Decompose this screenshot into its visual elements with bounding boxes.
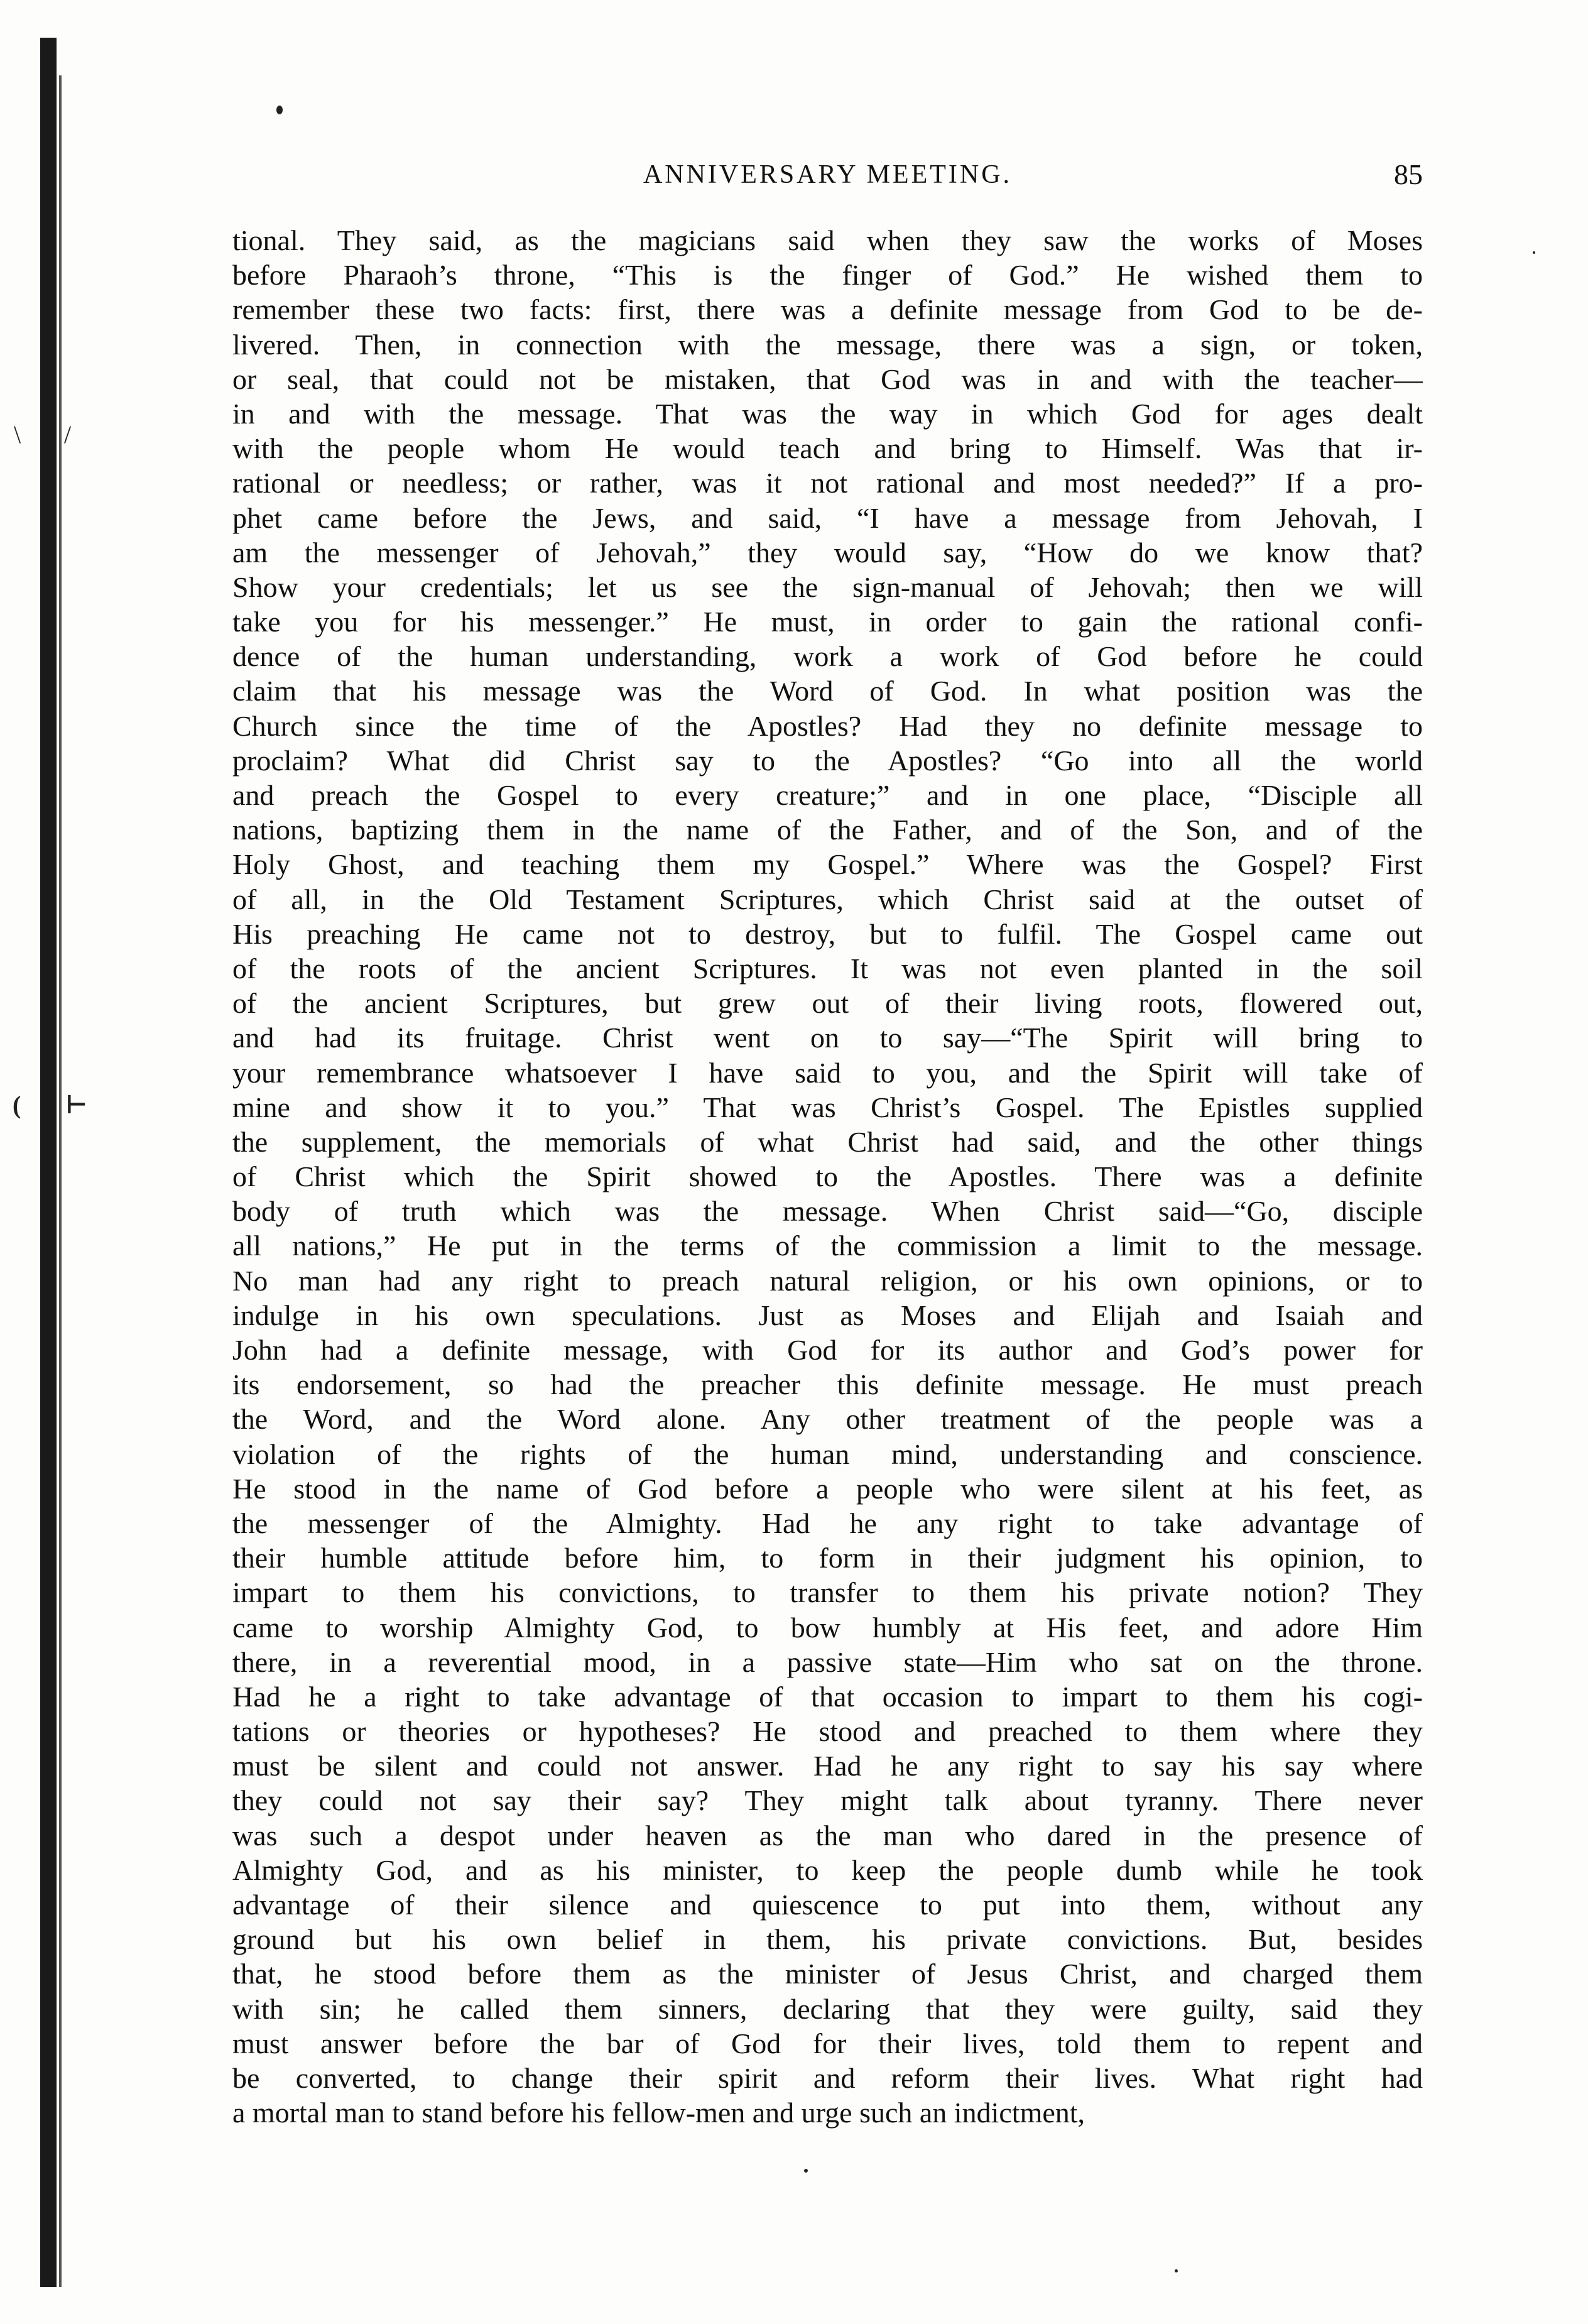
page-number: 85 <box>1394 158 1423 190</box>
text-line: in and with the message. That was the way in which God for ages dealt <box>232 397 1423 430</box>
text-line: with the people whom He would teach and bring to Himself. Was that ir- <box>232 432 1423 465</box>
scan-speck <box>1533 251 1535 254</box>
text-line: livered. Then, in connection with the message, there was a sign, or token, <box>232 328 1423 361</box>
margin-mark: ⊢ <box>65 1091 88 1119</box>
text-line: ground but his own belief in them, his private convictions. But, besides <box>232 1923 1423 1956</box>
text-line: Almighty God, and as his minister, to keep the people dumb while he took <box>232 1853 1423 1886</box>
text-line: remember these two facts: first, there was a definite message from God to be de- <box>232 293 1423 326</box>
text-line: impart to them his convictions, to transfer to them his private notion? They <box>232 1576 1423 1609</box>
text-line: its endorsement, so had the preacher this definite message. He must preach <box>232 1368 1423 1401</box>
text-line: No man had any right to preach natural religion, or his own opinions, or to <box>232 1264 1423 1297</box>
text-line: Had he a right to take advantage of that occasion to impart to them his cogi- <box>232 1680 1423 1713</box>
text-line: His preaching He came not to destroy, but to fulfil. The Gospel came out <box>232 917 1423 950</box>
text-line: Show your credentials; let us see the sign-manual of Jehovah; then we will <box>232 570 1423 603</box>
text-line: the Word, and the Word alone. Any other treatment of the people was a <box>232 1403 1423 1436</box>
body-text <box>232 223 1423 2130</box>
text-line: phet came before the Jews, and said, “I have a message from Jehovah, I <box>232 501 1423 534</box>
text-line: and preach the Gospel to every creature;” and in one place, “Disciple all <box>232 779 1423 811</box>
text-line: violation of the rights of the human mind, understanding and conscience. <box>232 1437 1423 1470</box>
binding-edge-line <box>59 75 62 2287</box>
text-line: tional. They said, as the magicians said when they saw the works of Moses <box>232 224 1423 256</box>
text-line: came to worship Almighty God, to bow humbly at His feet, and adore Him <box>232 1611 1423 1644</box>
text-line: of the ancient Scriptures, but grew out of their living roots, flowered out, <box>232 987 1423 1020</box>
text-line: the supplement, the memorials of what Christ had said, and the other things <box>232 1125 1423 1158</box>
text-line: body of truth which was the message. When Christ said—“Go, disciple <box>232 1195 1423 1228</box>
text-line: a mortal man to stand before his fellow-men and urge such an indictment, <box>232 2097 1085 2129</box>
text-line: am the messenger of Jehovah,” they would say, “How do we know that? <box>232 536 1423 569</box>
text-line: there, in a reverential mood, in a passive state—Him who sat on the throne. <box>232 1645 1423 1678</box>
text-line: John had a definite message, with God for its author and God’s power for <box>232 1334 1423 1366</box>
page-header <box>232 156 1423 194</box>
text-line: He stood in the name of God before a people who were silent at his feet, as <box>232 1472 1423 1505</box>
text-line: dence of the human understanding, work a work of God before he could <box>232 640 1423 673</box>
text-line: proclaim? What did Christ say to the Apostles? “Go into all the world <box>232 744 1423 777</box>
scan-speck <box>276 106 283 114</box>
text-line: their humble attitude before him, to form in their judgment his opinion, to <box>232 1542 1423 1574</box>
text-line: take you for his messenger.” He must, in order to gain the rational confi- <box>232 606 1423 638</box>
margin-mark: \ <box>14 420 21 449</box>
scan-speck <box>1175 2269 1178 2272</box>
text-line: was such a despot under heaven as the man who dared in the presence of <box>232 1819 1423 1852</box>
text-line: of the roots of the ancient Scriptures. It was not even planted in the soil <box>232 952 1423 985</box>
text-line: that, he stood before them as the minister of Jesus Christ, and charged them <box>232 1958 1423 1990</box>
text-line: Church since the time of the Apostles? Had they no definite message to <box>232 709 1423 742</box>
text-line: must be silent and could not answer. Had he any right to say his say where <box>232 1750 1423 1782</box>
text-line: of Christ which the Spirit showed to the Apostles. There was a definite <box>232 1160 1423 1193</box>
text-line: they could not say their say? They might talk about tyranny. There never <box>232 1784 1423 1817</box>
text-line: and had its fruitage. Christ went on to say—“The Spirit will bring to <box>232 1022 1423 1054</box>
margin-mark: ( <box>13 1091 21 1119</box>
text-line: your remembrance whatsoever I have said to you, and the Spirit will take of <box>232 1056 1423 1089</box>
text-line: be converted, to change their spirit and reform their lives. What right had <box>232 2061 1423 2094</box>
text-line: all nations,” He put in the terms of the commission a limit to the message. <box>232 1230 1423 1262</box>
text-line: rational or needless; or rather, was it not rational and most needed?” If a pro- <box>232 467 1423 499</box>
text-line: or seal, that could not be mistaken, that God was in and with the teacher— <box>232 363 1423 395</box>
text-line: advantage of their silence and quiescence to put into them, without any <box>232 1889 1423 1921</box>
text-line: with sin; he called them sinners, declaring that they were guilty, said they <box>232 1992 1423 2025</box>
text-line: Holy Ghost, and teaching them my Gospel.” Where was the Gospel? First <box>232 848 1423 881</box>
text-line: mine and show it to you.” That was Christ’s Gospel. The Epistles supplied <box>232 1091 1423 1123</box>
text-line: nations, baptizing them in the name of the Father, and of the Son, and of the <box>232 814 1423 846</box>
text-line: tations or theories or hypotheses? He stood and preached to them where they <box>232 1715 1423 1748</box>
binding-edge <box>40 38 57 2287</box>
text-line: indulge in his own speculations. Just as Moses and Elijah and Isaiah and <box>232 1299 1423 1331</box>
text-line: the messenger of the Almighty. Had he any right to take advantage of <box>232 1507 1423 1539</box>
running-title: ANNIVERSARY MEETING. <box>643 160 1013 189</box>
text-line: of all, in the Old Testament Scriptures, which Christ said at the outset of <box>232 883 1423 915</box>
text-line: claim that his message was the Word of God. In what position was the <box>232 675 1423 707</box>
margin-mark: / <box>64 420 72 449</box>
scan-speck <box>804 2169 808 2173</box>
text-line: must answer before the bar of God for their lives, told them to repent and <box>232 2027 1423 2059</box>
text-line: before Pharaoh’s throne, “This is the finger of God.” He wished them to <box>232 259 1423 292</box>
